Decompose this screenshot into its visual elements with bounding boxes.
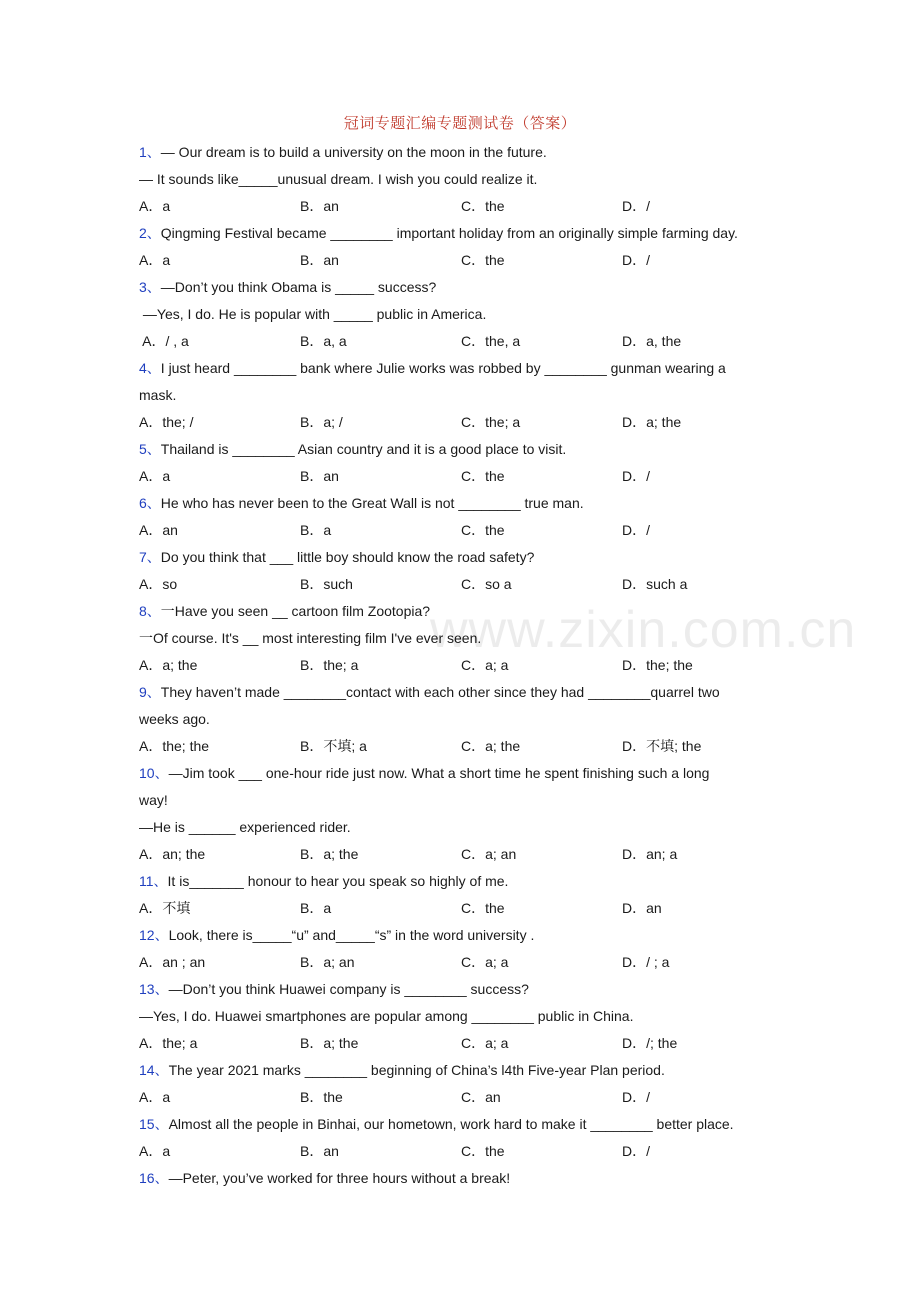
question-6 bbox=[139, 490, 789, 544]
answer-option-a[interactable]: A．a bbox=[139, 1089, 171, 1105]
question-number: 7、 bbox=[139, 549, 161, 565]
question-number: 11、 bbox=[139, 873, 168, 889]
answer-option-c[interactable]: C．the bbox=[461, 900, 505, 916]
answer-option-d[interactable]: D．/ bbox=[622, 522, 650, 538]
question-text-line bbox=[139, 922, 789, 949]
question-text: Qingming Festival became ________ important holiday from an originally simple farming day. bbox=[160, 225, 738, 241]
answer-option-c[interactable]: C．the bbox=[461, 522, 505, 538]
answer-options bbox=[139, 409, 789, 436]
answer-option-d[interactable]: D．the; the bbox=[622, 657, 693, 673]
answer-options bbox=[139, 328, 789, 355]
question-text: —Jim took ___ one-hour ride just now. What a short time he spent finishing such a long bbox=[168, 765, 710, 781]
answer-option-c[interactable]: C．the; a bbox=[461, 414, 521, 430]
question-number: 13、 bbox=[139, 981, 169, 997]
answer-option-a[interactable]: A．so bbox=[139, 576, 178, 592]
question-text-line bbox=[139, 868, 789, 895]
answer-option-d[interactable]: D．/; the bbox=[622, 1035, 678, 1051]
question-number: 14、 bbox=[139, 1062, 169, 1078]
answer-option-d[interactable]: D．an; a bbox=[622, 846, 678, 862]
answer-option-b[interactable]: B．a; the bbox=[300, 846, 359, 862]
question-text: Thailand is ________ Asian country and it is a good place to visit. bbox=[160, 441, 567, 457]
question-text: 一Have you seen __ cartoon film Zootopia? bbox=[160, 603, 431, 619]
question-text: — Our dream is to build a university on the moon in the future. bbox=[160, 144, 547, 160]
answer-option-a[interactable]: A．不填 bbox=[139, 900, 191, 916]
question-text: It is_______ honour to hear you speak so highly of me. bbox=[167, 873, 509, 889]
question-2 bbox=[139, 220, 789, 274]
answer-options bbox=[139, 1030, 789, 1057]
question-text-line bbox=[139, 598, 789, 625]
question-text-line bbox=[139, 382, 789, 409]
answer-option-b[interactable]: B．an bbox=[300, 198, 339, 214]
question-14 bbox=[139, 1057, 789, 1111]
answer-option-a[interactable]: A．/ , a bbox=[139, 333, 189, 349]
answer-option-a[interactable]: A．a; the bbox=[139, 657, 198, 673]
answer-options bbox=[139, 895, 789, 922]
answer-option-b[interactable]: B．the; a bbox=[300, 657, 359, 673]
answer-options bbox=[139, 949, 789, 976]
answer-options bbox=[139, 733, 789, 760]
answer-option-c[interactable]: C．an bbox=[461, 1089, 501, 1105]
answer-option-a[interactable]: A．the; / bbox=[139, 414, 194, 430]
question-number: 1、 bbox=[139, 144, 161, 160]
question-3 bbox=[139, 274, 789, 355]
question-text: The year 2021 marks ________ beginning of China’s l4th Five-year Plan period. bbox=[168, 1062, 665, 1078]
answer-option-c[interactable]: C．so a bbox=[461, 576, 512, 592]
answer-option-a[interactable]: A．the; a bbox=[139, 1035, 198, 1051]
question-text: —He is ______ experienced rider. bbox=[139, 819, 351, 835]
answer-options bbox=[139, 841, 789, 868]
answer-option-d[interactable]: D．a; the bbox=[622, 414, 682, 430]
answer-option-b[interactable]: B．a bbox=[300, 900, 332, 916]
question-text-line bbox=[139, 625, 789, 652]
answer-options bbox=[139, 463, 789, 490]
question-15 bbox=[139, 1111, 789, 1165]
question-number: 8、 bbox=[139, 603, 161, 619]
question-text-line bbox=[139, 1165, 789, 1192]
answer-option-a[interactable]: A．an; the bbox=[139, 846, 206, 862]
answer-option-b[interactable]: B．a; an bbox=[300, 954, 355, 970]
answer-options bbox=[139, 1084, 789, 1111]
answer-option-d[interactable]: D．/ bbox=[622, 468, 650, 484]
question-7 bbox=[139, 544, 789, 598]
answer-option-a[interactable]: A．an bbox=[139, 522, 178, 538]
question-text-line bbox=[139, 1057, 789, 1084]
answer-option-b[interactable]: B．a, a bbox=[300, 333, 347, 349]
question-list bbox=[139, 139, 789, 1192]
question-text-line bbox=[139, 355, 789, 382]
answer-option-c[interactable]: C．the, a bbox=[461, 333, 521, 349]
answer-option-c[interactable]: C．a; the bbox=[461, 738, 521, 754]
answer-option-c[interactable]: C．the bbox=[461, 252, 505, 268]
answer-option-c[interactable]: C．a; a bbox=[461, 954, 509, 970]
question-text: Look, there is_____“u” and_____“s” in the word university . bbox=[168, 927, 535, 943]
answer-option-b[interactable]: B．a bbox=[300, 522, 332, 538]
question-text: weeks ago. bbox=[139, 711, 210, 727]
question-text: way! bbox=[139, 792, 168, 808]
answer-option-a[interactable]: A．a bbox=[139, 252, 171, 268]
question-5 bbox=[139, 436, 789, 490]
answer-option-d[interactable]: D．/ ; a bbox=[622, 954, 670, 970]
watermark: www.zixin.com.cn bbox=[430, 601, 857, 659]
answer-options bbox=[139, 247, 789, 274]
question-text-line bbox=[139, 814, 789, 841]
question-text-line bbox=[139, 139, 789, 166]
answer-option-b[interactable]: B．an bbox=[300, 252, 339, 268]
answer-option-a[interactable]: A．a bbox=[139, 198, 171, 214]
answer-option-d[interactable]: D．/ bbox=[622, 1143, 650, 1159]
question-11 bbox=[139, 868, 789, 922]
question-number: 2、 bbox=[139, 225, 161, 241]
question-text: —Peter, you’ve worked for three hours without a break! bbox=[168, 1170, 511, 1186]
answer-option-c[interactable]: C．a; a bbox=[461, 657, 509, 673]
question-text: 一Of course. It's __ most interesting film I've ever seen. bbox=[139, 630, 482, 646]
question-text: Do you think that ___ little boy should know the road safety? bbox=[160, 549, 535, 565]
question-10 bbox=[139, 760, 789, 868]
question-1 bbox=[139, 139, 789, 220]
question-4 bbox=[139, 355, 789, 436]
answer-option-d[interactable]: D．/ bbox=[622, 252, 650, 268]
question-text-line bbox=[139, 166, 789, 193]
question-text: Almost all the people in Binhai, our hometown, work hard to make it ________ better place. bbox=[168, 1116, 734, 1132]
question-text: mask. bbox=[139, 387, 177, 403]
question-text: He who has never been to the Great Wall is not ________ true man. bbox=[160, 495, 584, 511]
question-number: 12、 bbox=[139, 927, 169, 943]
answer-option-c[interactable]: C．the bbox=[461, 198, 505, 214]
answer-option-b[interactable]: B．a; / bbox=[300, 414, 343, 430]
answer-option-d[interactable]: D．不填; the bbox=[622, 738, 702, 754]
question-text: I just heard ________ bank where Julie works was robbed by ________ gunman wearing a bbox=[160, 360, 726, 376]
page-title: 冠词专题汇编专题测试卷（答案） bbox=[343, 114, 577, 132]
question-number: 10、 bbox=[139, 765, 169, 781]
question-12 bbox=[139, 922, 789, 976]
answer-options bbox=[139, 652, 789, 679]
question-text-line bbox=[139, 436, 789, 463]
answer-option-d[interactable]: D．such a bbox=[622, 576, 688, 592]
question-text-line bbox=[139, 679, 789, 706]
answer-option-d[interactable]: D．/ bbox=[622, 198, 650, 214]
question-text-line bbox=[139, 976, 789, 1003]
question-text: — It sounds like_____unusual dream. I wish you could realize it. bbox=[139, 171, 538, 187]
question-number: 6、 bbox=[139, 495, 161, 511]
question-text-line bbox=[139, 706, 789, 733]
question-text-line bbox=[139, 220, 789, 247]
answer-option-b[interactable]: B．不填; a bbox=[300, 738, 367, 754]
answer-options bbox=[139, 1138, 789, 1165]
answer-option-a[interactable]: A．a bbox=[139, 1143, 171, 1159]
question-text-line bbox=[139, 760, 789, 787]
question-text: —Yes, I do. He is popular with _____ public in America. bbox=[139, 306, 487, 322]
question-text: —Don’t you think Obama is _____ success? bbox=[160, 279, 437, 295]
question-13 bbox=[139, 976, 789, 1057]
question-text-line bbox=[139, 1111, 789, 1138]
answer-option-a[interactable]: A．a bbox=[139, 468, 171, 484]
question-number: 3、 bbox=[139, 279, 161, 295]
answer-options bbox=[139, 571, 789, 598]
question-number: 15、 bbox=[139, 1116, 169, 1132]
answer-option-b[interactable]: B．an bbox=[300, 468, 339, 484]
question-text-line bbox=[139, 544, 789, 571]
question-number: 5、 bbox=[139, 441, 161, 457]
question-number: 16、 bbox=[139, 1170, 169, 1186]
question-text-line bbox=[139, 490, 789, 517]
answer-option-a[interactable]: A．the; the bbox=[139, 738, 210, 754]
answer-option-d[interactable]: D．/ bbox=[622, 1089, 650, 1105]
answer-option-c[interactable]: C．the bbox=[461, 1143, 505, 1159]
answer-option-b[interactable]: B．the bbox=[300, 1089, 343, 1105]
answer-options bbox=[139, 193, 789, 220]
answer-option-c[interactable]: C．a; a bbox=[461, 1035, 509, 1051]
question-text-line bbox=[139, 1003, 789, 1030]
question-text: They haven’t made ________contact with each other since they had ________quarrel two bbox=[160, 684, 720, 700]
question-text-line bbox=[139, 301, 789, 328]
answer-option-b[interactable]: B．an bbox=[300, 1143, 339, 1159]
answer-option-b[interactable]: B．such bbox=[300, 576, 353, 592]
question-text: —Yes, I do. Huawei smartphones are popular among ________ public in China. bbox=[139, 1008, 634, 1024]
question-16 bbox=[139, 1165, 789, 1192]
question-text: —Don’t you think Huawei company is ________ success? bbox=[168, 981, 529, 997]
answer-option-c[interactable]: C．the bbox=[461, 468, 505, 484]
answer-option-d[interactable]: D．an bbox=[622, 900, 662, 916]
question-text-line bbox=[139, 787, 789, 814]
answer-option-c[interactable]: C．a; an bbox=[461, 846, 517, 862]
question-8 bbox=[139, 598, 789, 679]
question-number: 4、 bbox=[139, 360, 161, 376]
answer-option-b[interactable]: B．a; the bbox=[300, 1035, 359, 1051]
question-9 bbox=[139, 679, 789, 760]
question-text-line bbox=[139, 274, 789, 301]
answer-options bbox=[139, 517, 789, 544]
answer-option-d[interactable]: D．a, the bbox=[622, 333, 682, 349]
answer-option-a[interactable]: A．an ; an bbox=[139, 954, 206, 970]
question-number: 9、 bbox=[139, 684, 161, 700]
